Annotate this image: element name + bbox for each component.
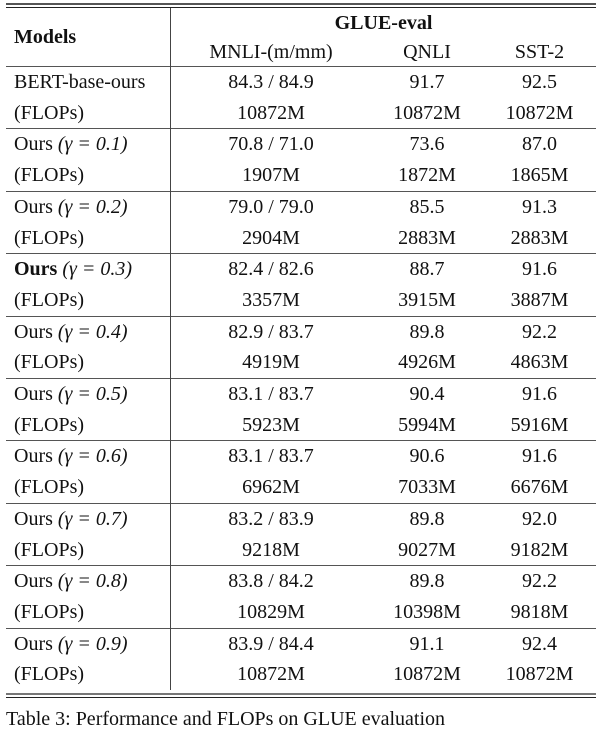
score-cell: 83.8 / 84.2	[171, 566, 372, 597]
flops-label: (FLOPs)	[6, 472, 171, 503]
flops-row	[6, 223, 596, 254]
score-row	[6, 566, 596, 597]
score-cell: 91.3	[483, 191, 596, 222]
score-cell: 91.6	[483, 441, 596, 472]
flops-row	[6, 160, 596, 191]
flops-cell: 10872M	[505, 101, 574, 124]
score-cell: 92.2	[483, 316, 596, 347]
score-row	[6, 191, 596, 222]
model-name	[6, 129, 171, 160]
flops-cell: 10872M	[393, 101, 461, 124]
score-cell: 82.9 / 83.7	[171, 316, 372, 347]
flops-label: (FLOPs)	[6, 223, 171, 254]
table-caption: Table 3: Performance and FLOPs on GLUE evaluation	[6, 708, 446, 730]
gamma-label: (γ = 0.2)	[57, 195, 128, 218]
gamma-label: (γ = 0.1)	[57, 133, 128, 156]
score-cell: 89.8	[371, 566, 483, 597]
models-header: Models	[6, 8, 171, 67]
score-row	[6, 67, 596, 98]
flops-cell: 2883M	[510, 226, 569, 249]
score-cell: 83.1 / 83.7	[171, 441, 372, 472]
score-row	[6, 129, 596, 160]
flops-cell: 6676M	[510, 476, 569, 499]
gamma-label: (γ = 0.7)	[57, 507, 128, 530]
col-qnli: QNLI	[403, 41, 451, 63]
model-label: Ours	[14, 570, 53, 593]
model-label: Ours	[14, 383, 53, 406]
glue-eval-header: GLUE-eval	[334, 12, 433, 34]
col-sst2: SST-2	[514, 41, 565, 63]
score-cell: 84.3 / 84.9	[171, 67, 372, 98]
flops-cell: 3887M	[510, 288, 569, 311]
flops-cell: 10872M	[505, 663, 574, 686]
flops-cell: 9027M	[398, 538, 456, 561]
flops-label: (FLOPs)	[6, 160, 171, 191]
flops-cell: 5994M	[398, 413, 456, 436]
score-row	[6, 379, 596, 410]
score-row	[6, 503, 596, 534]
model-label: BERT-base-ours	[14, 71, 146, 93]
flops-label: (FLOPs)	[6, 410, 171, 441]
flops-cell: 2904M	[242, 226, 300, 249]
gamma-label: (γ = 0.4)	[57, 320, 128, 343]
flops-cell: 10872M	[393, 663, 461, 686]
flops-cell: 4926M	[398, 351, 456, 374]
flops-cell: 6962M	[242, 476, 300, 499]
model-name	[6, 503, 171, 534]
score-cell: 83.1 / 83.7	[171, 379, 372, 410]
col-mnli: MNLI-(m/mm)	[209, 41, 333, 63]
score-cell: 92.0	[483, 503, 596, 534]
model-label: Ours	[14, 632, 53, 655]
header-row-1	[6, 8, 596, 38]
score-cell: 89.8	[371, 316, 483, 347]
model-name	[6, 379, 171, 410]
flops-row	[6, 347, 596, 378]
bottom-rule	[6, 693, 596, 698]
flops-cell: 1907M	[242, 164, 300, 187]
flops-row	[6, 659, 596, 690]
model-name	[6, 191, 171, 222]
score-row	[6, 628, 596, 659]
flops-cell: 5923M	[242, 413, 300, 436]
flops-cell: 9182M	[510, 538, 569, 561]
score-cell: 88.7	[371, 254, 483, 285]
flops-cell: 9218M	[242, 538, 300, 561]
score-cell: 83.9 / 84.4	[171, 628, 372, 659]
flops-row	[6, 597, 596, 628]
flops-cell: 3915M	[398, 288, 456, 311]
flops-cell: 1872M	[398, 164, 456, 187]
model-name	[6, 441, 171, 472]
results-table-container	[6, 3, 596, 698]
flops-label: (FLOPs)	[6, 98, 171, 129]
flops-cell: 2883M	[398, 226, 456, 249]
model-label: Ours	[14, 195, 53, 218]
flops-cell: 4919M	[242, 351, 300, 374]
model-label: Ours	[14, 258, 58, 281]
model-name	[6, 67, 171, 98]
score-row	[6, 254, 596, 285]
flops-label: (FLOPs)	[6, 285, 171, 316]
model-name	[6, 566, 171, 597]
score-cell: 92.2	[483, 566, 596, 597]
flops-cell: 3357M	[242, 288, 300, 311]
flops-cell: 9818M	[510, 600, 569, 623]
score-cell: 90.6	[371, 441, 483, 472]
score-cell: 82.4 / 82.6	[171, 254, 372, 285]
model-label: Ours	[14, 133, 53, 156]
gamma-label: (γ = 0.8)	[57, 570, 128, 593]
flops-label: (FLOPs)	[6, 597, 171, 628]
flops-cell: 10872M	[237, 663, 305, 686]
score-cell: 92.5	[483, 67, 596, 98]
gamma-label: (γ = 0.3)	[62, 258, 133, 281]
score-cell: 91.6	[483, 254, 596, 285]
score-cell: 83.2 / 83.9	[171, 503, 372, 534]
flops-cell: 1865M	[510, 164, 569, 187]
score-cell: 89.8	[371, 503, 483, 534]
flops-cell: 10398M	[393, 600, 461, 623]
flops-cell: 7033M	[398, 476, 456, 499]
flops-row	[6, 535, 596, 566]
score-cell: 92.4	[483, 628, 596, 659]
flops-row	[6, 98, 596, 129]
flops-row	[6, 472, 596, 503]
flops-label: (FLOPs)	[6, 347, 171, 378]
flops-row	[6, 285, 596, 316]
score-cell: 70.8 / 71.0	[171, 129, 372, 160]
gamma-label: (γ = 0.6)	[57, 445, 128, 468]
score-cell: 79.0 / 79.0	[171, 191, 372, 222]
score-row	[6, 316, 596, 347]
model-name	[6, 316, 171, 347]
score-cell: 73.6	[371, 129, 483, 160]
gamma-label: (γ = 0.9)	[57, 632, 128, 655]
score-cell: 85.5	[371, 191, 483, 222]
score-cell: 87.0	[483, 129, 596, 160]
results-table	[6, 8, 596, 690]
score-cell: 91.1	[371, 628, 483, 659]
flops-cell: 4863M	[510, 351, 569, 374]
gamma-label: (γ = 0.5)	[57, 383, 128, 406]
model-label: Ours	[14, 507, 53, 530]
model-label: Ours	[14, 445, 53, 468]
flops-cell: 5916M	[510, 413, 569, 436]
flops-cell: 10872M	[237, 101, 305, 124]
model-name	[6, 628, 171, 659]
model-name	[6, 254, 171, 285]
score-row	[6, 441, 596, 472]
flops-label: (FLOPs)	[6, 659, 171, 690]
model-label: Ours	[14, 320, 53, 343]
score-cell: 90.4	[371, 379, 483, 410]
flops-row	[6, 410, 596, 441]
flops-cell: 10829M	[237, 600, 305, 623]
score-cell: 91.6	[483, 379, 596, 410]
flops-label: (FLOPs)	[6, 535, 171, 566]
score-cell: 91.7	[371, 67, 483, 98]
